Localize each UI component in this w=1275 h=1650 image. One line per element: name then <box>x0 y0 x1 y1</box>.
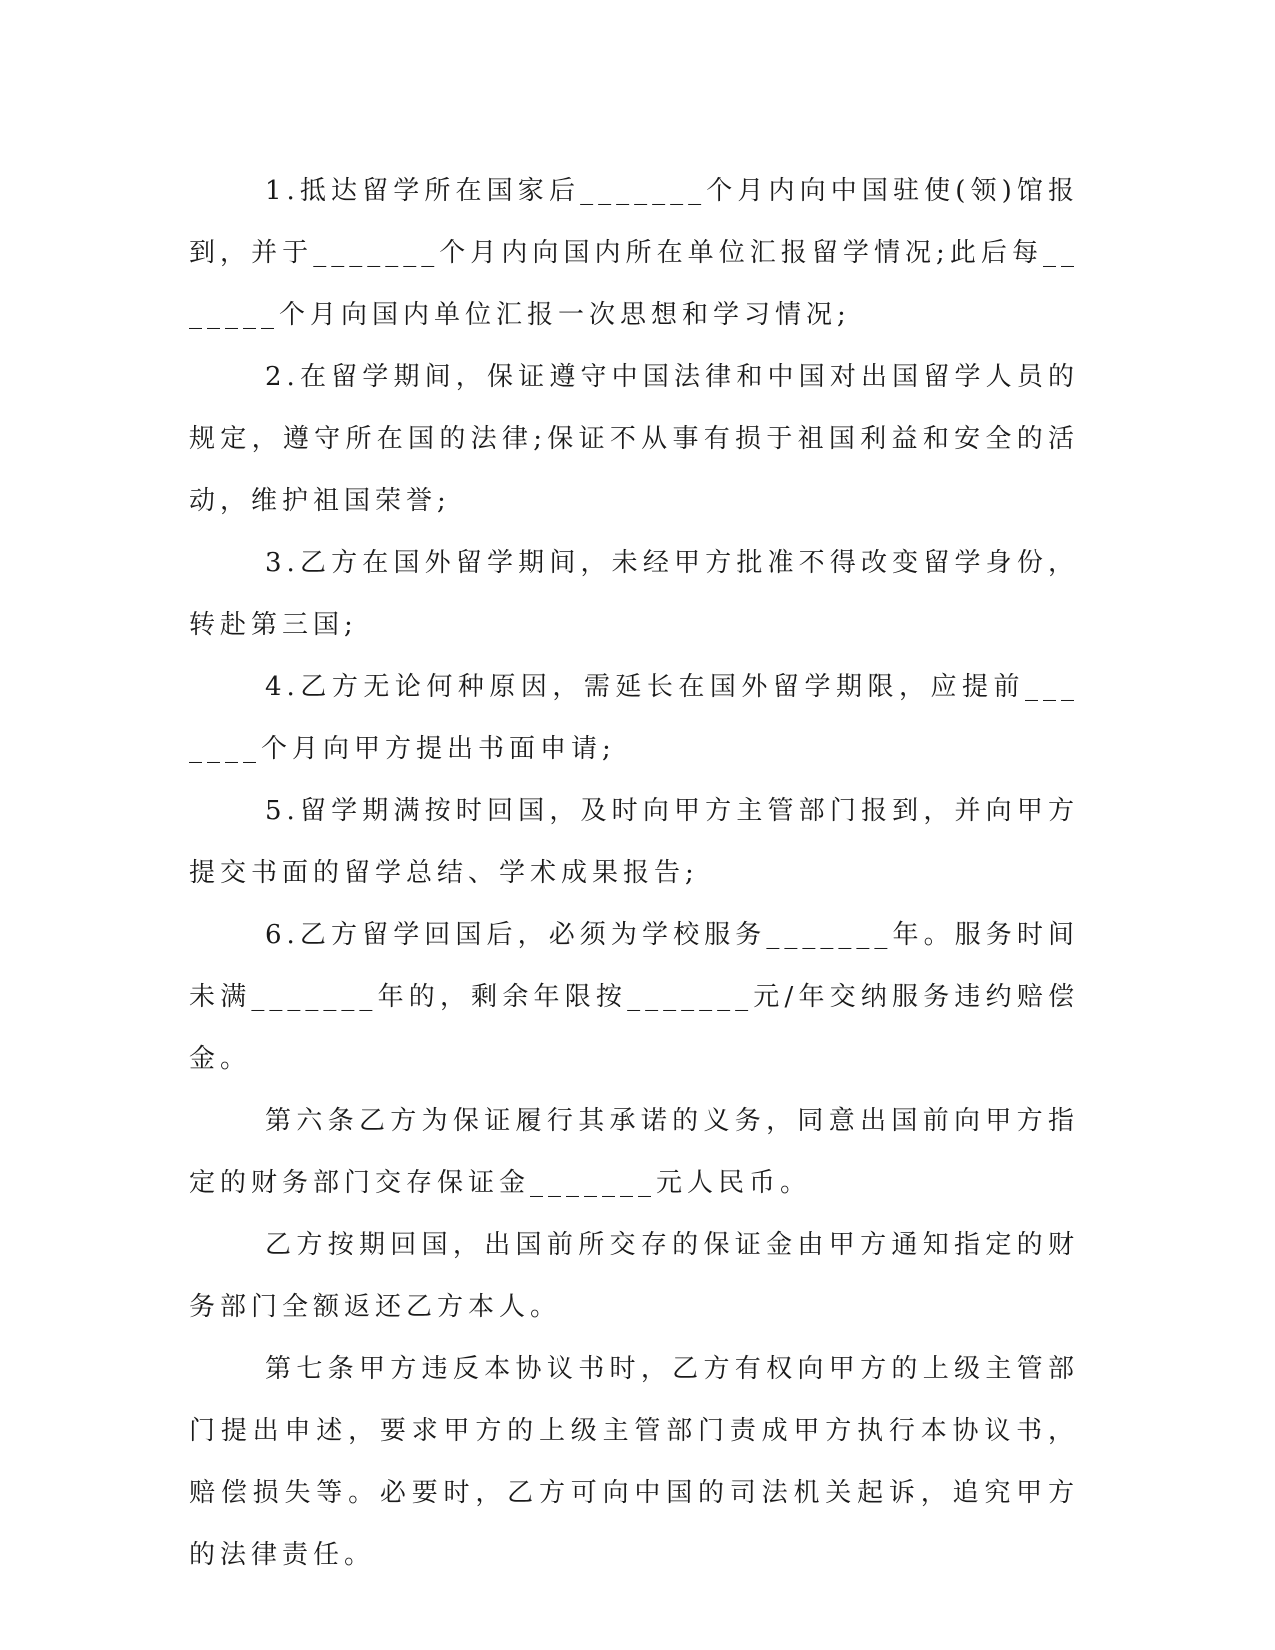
paragraph-clause-5: 5.留学期满按时回国，及时向甲方主管部门报到，并向甲方提交书面的留学总结、学术成果报告; <box>189 796 1079 888</box>
document-body <box>189 160 1079 1586</box>
paragraph-clause-2: 2.在留学期间，保证遵守中国法律和中国对出国留学人员的规定，遵守所在国的法律;保证不从事有损于祖国利益和安全的活动，维护祖国荣誉; <box>189 362 1079 516</box>
paragraph-clause-1: 1.抵达留学所在国家后_______个月内向中国驻使(领)馆报到，并于_______个月内向国内所在单位汇报留学情况;此后每_______个月向国内单位汇报一次思想和学习情况; <box>189 176 1079 330</box>
paragraph-article-6: 第六条乙方为保证履行其承诺的义务，同意出国前向甲方指定的财务部门交存保证金_______元人民币。 <box>189 1106 1079 1198</box>
paragraph-article-7: 第七条甲方违反本协议书时，乙方有权向甲方的上级主管部门提出申述，要求甲方的上级主管部门责成甲方执行本协议书，赔偿损失等。必要时，乙方可向中国的司法机关起诉，追究甲方的法律责任。 <box>189 1354 1079 1570</box>
paragraph-deposit-refund: 乙方按期回国，出国前所交存的保证金由甲方通知指定的财务部门全额返还乙方本人。 <box>189 1230 1079 1322</box>
paragraph-clause-6: 6.乙方留学回国后，必须为学校服务_______年。服务时间未满_______年的，剩余年限按_______元/年交纳服务违约赔偿金。 <box>189 920 1079 1074</box>
paragraph-clause-4: 4.乙方无论何种原因，需延长在国外留学期限，应提前_______个月向甲方提出书面申请; <box>189 672 1079 764</box>
paragraph-clause-3: 3.乙方在国外留学期间，未经甲方批准不得改变留学身份，转赴第三国; <box>189 548 1079 640</box>
